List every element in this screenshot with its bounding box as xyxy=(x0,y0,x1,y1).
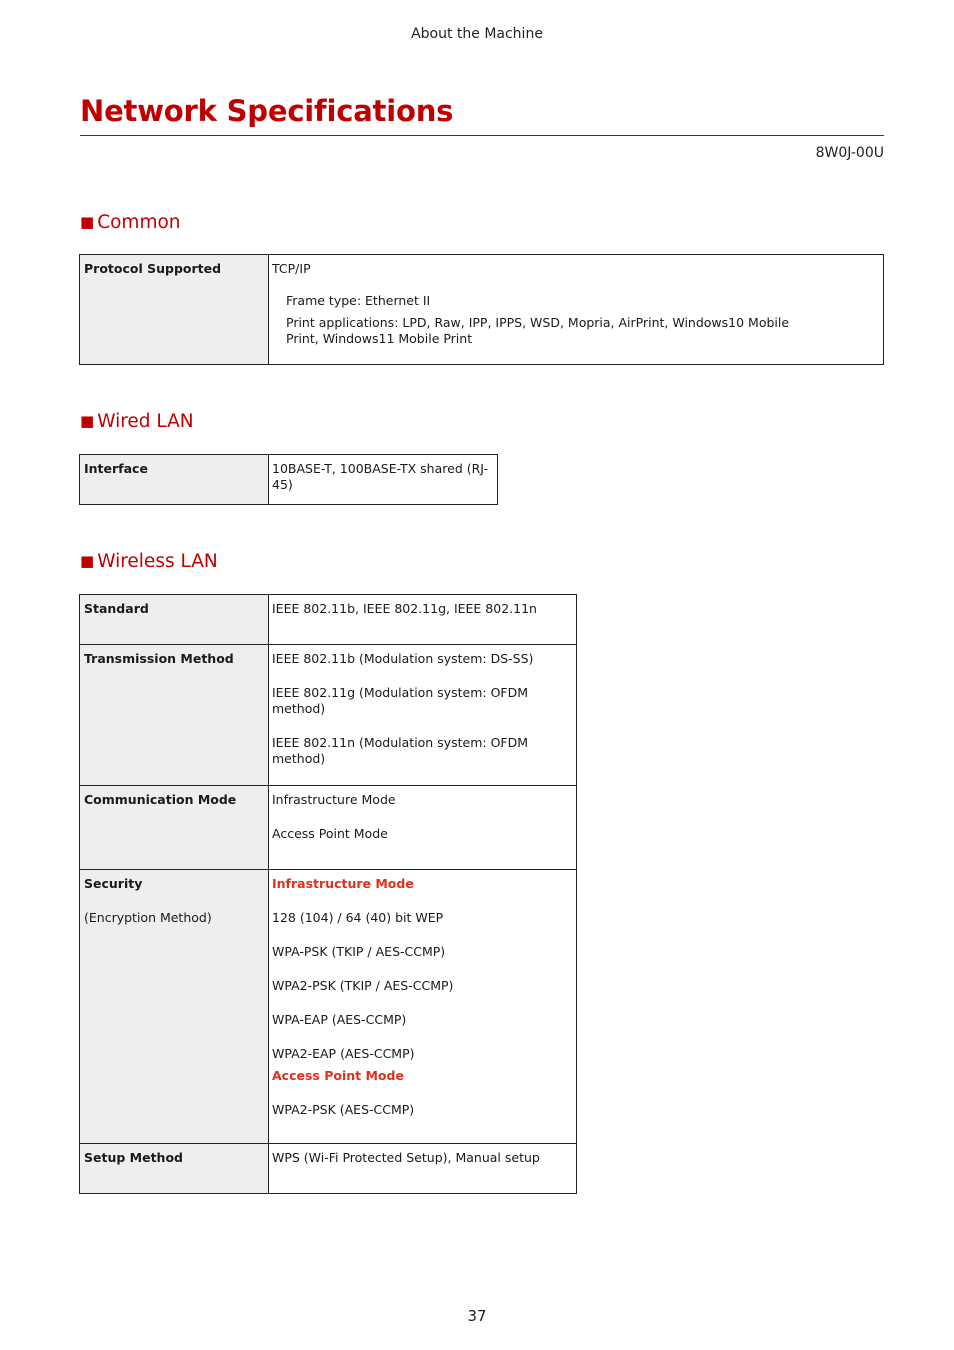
standard-label: Standard xyxy=(80,595,269,645)
infrastructure-mode-heading: Infrastructure Mode xyxy=(272,876,414,891)
page-header: About the Machine xyxy=(411,26,543,42)
security-label-cell xyxy=(80,870,269,1144)
protocol-value: TCP/IP xyxy=(272,261,311,276)
table-row xyxy=(80,870,577,1144)
section-heading-wired-lan: ■ Wired LAN xyxy=(80,411,194,432)
document-id: 8W0J-00U xyxy=(815,145,884,161)
transmission-label: Transmission Method xyxy=(80,645,269,786)
interface-value: 10BASE-T, 100BASE-TX shared (RJ-45) xyxy=(269,455,498,505)
table-row xyxy=(80,255,884,365)
security-value: WPA-PSK (TKIP / AES-CCMP) xyxy=(272,944,446,959)
security-value: WPA-EAP (AES-CCMP) xyxy=(272,1012,407,1027)
communication-mode-value: Infrastructure Mode xyxy=(272,792,396,807)
section-square-icon: ■ xyxy=(80,552,95,570)
table-row xyxy=(80,455,498,505)
table-row xyxy=(80,786,577,870)
frame-type: Frame type: Ethernet II xyxy=(286,293,431,308)
access-point-mode-heading: Access Point Mode xyxy=(272,1068,404,1083)
interface-label: Interface xyxy=(80,455,269,505)
protocol-value-cell xyxy=(269,255,884,365)
protocol-label: Protocol Supported xyxy=(80,255,269,365)
setup-method-value: WPS (Wi-Fi Protected Setup), Manual setup xyxy=(269,1144,577,1194)
page-title: Network Specifications xyxy=(80,94,454,128)
wired-spec-table xyxy=(79,454,498,505)
section-square-icon: ■ xyxy=(80,213,95,231)
transmission-value: IEEE 802.11g (Modulation system: OFDM method) xyxy=(272,685,529,716)
section-heading-common: ■ Common xyxy=(80,212,181,233)
security-value: WPA2-EAP (AES-CCMP) xyxy=(272,1046,415,1061)
table-row xyxy=(80,595,577,645)
title-divider xyxy=(80,135,884,136)
print-applications: Print applications: LPD, Raw, IPP, IPPS, WSD, Mopria, AirPrint, Windows10 Mobile Print, Windows11 Mobile Print xyxy=(286,315,790,346)
security-values xyxy=(269,870,577,1144)
communication-mode-values xyxy=(269,786,577,870)
setup-method-label: Setup Method xyxy=(80,1144,269,1194)
transmission-value: IEEE 802.11n (Modulation system: OFDM method) xyxy=(272,735,529,766)
security-sublabel: (Encryption Method) xyxy=(84,910,212,925)
security-label: Security xyxy=(84,876,143,891)
security-value: 128 (104) / 64 (40) bit WEP xyxy=(272,910,444,925)
communication-mode-label: Communication Mode xyxy=(80,786,269,870)
common-spec-table xyxy=(79,254,884,365)
page-number: 37 xyxy=(467,1307,487,1325)
security-value: WPA2-PSK (AES-CCMP) xyxy=(272,1102,415,1117)
section-heading-wireless-lan: ■ Wireless LAN xyxy=(80,551,218,572)
security-value: WPA2-PSK (TKIP / AES-CCMP) xyxy=(272,978,454,993)
table-row xyxy=(80,1144,577,1194)
communication-mode-value: Access Point Mode xyxy=(272,826,388,841)
section-square-icon: ■ xyxy=(80,412,95,430)
transmission-values xyxy=(269,645,577,786)
transmission-value: IEEE 802.11b (Modulation system: DS-SS) xyxy=(272,651,534,666)
wireless-spec-table xyxy=(79,594,577,1194)
table-row xyxy=(80,645,577,786)
standard-value: IEEE 802.11b, IEEE 802.11g, IEEE 802.11n xyxy=(269,595,577,645)
